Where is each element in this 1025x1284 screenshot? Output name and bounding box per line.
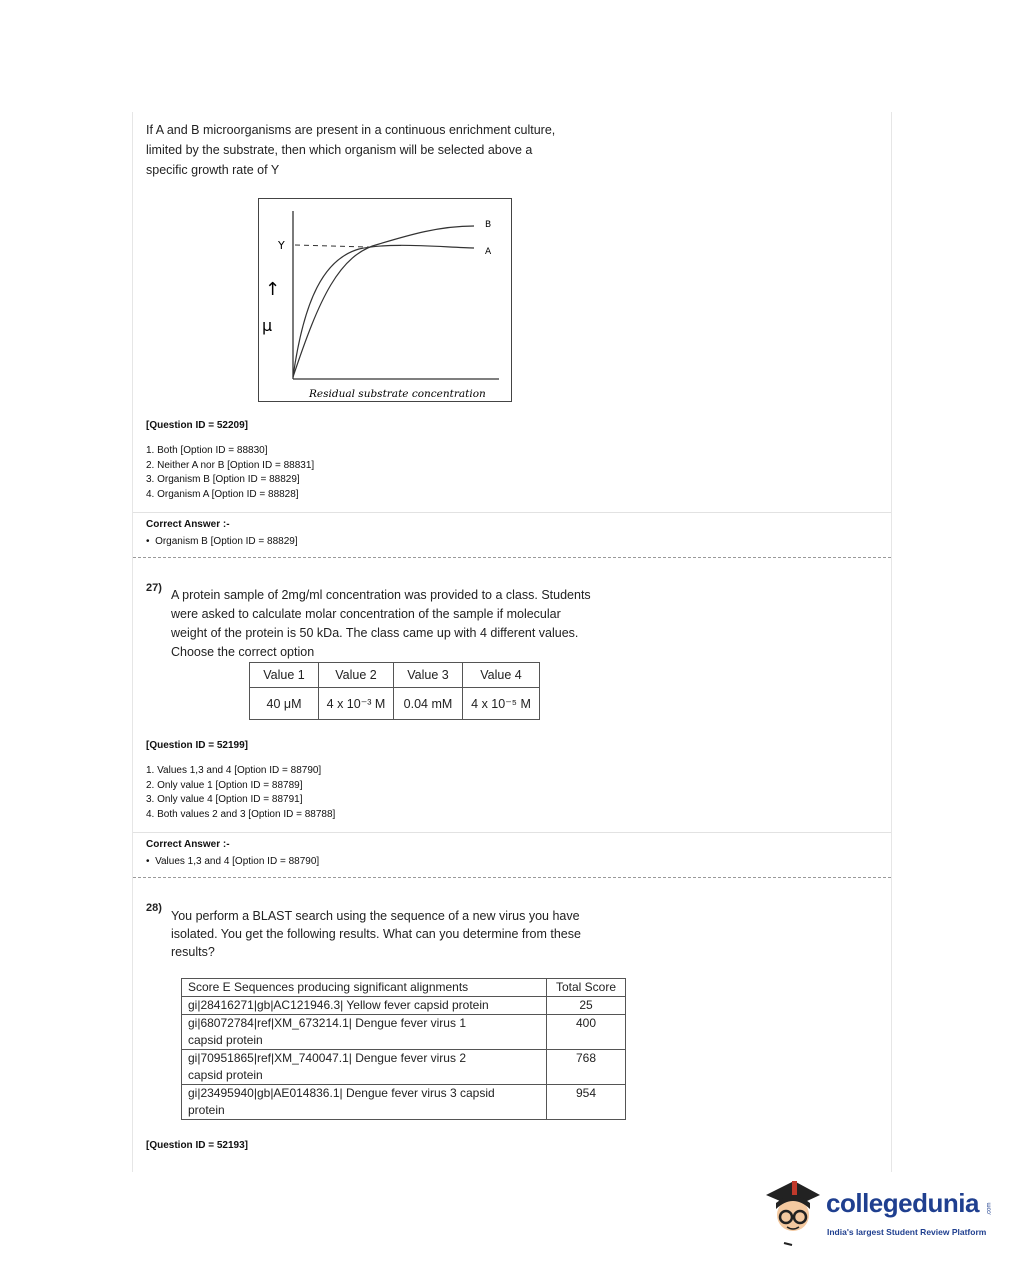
question-separator [133, 877, 891, 878]
option-item: 1. Both [Option ID = 88830] [146, 445, 268, 456]
q27-text-line: were asked to calculate molar concentration of the sample if molecular [171, 607, 561, 621]
sequence-line: capsid protein [188, 1033, 263, 1047]
y-level-dashed-line [295, 245, 369, 247]
q26-correct-label: Correct Answer :- [146, 519, 230, 530]
sequence-line: capsid protein [188, 1068, 263, 1082]
value-header: Value 4 [463, 663, 540, 688]
x-axis-label: Residual substrate concentration [309, 388, 486, 400]
value-cell: 40 μM [250, 688, 319, 720]
arrow-up-icon: ↑ [265, 279, 281, 300]
option-item: 1. Values 1,3 and 4 [Option ID = 88790] [146, 765, 322, 776]
growth-rate-graph [258, 198, 512, 402]
correct-answer-text: Values 1,3 and 4 [Option ID = 88790] [155, 856, 320, 867]
q27-options [146, 764, 335, 822]
table-row [182, 997, 626, 1015]
table-row [182, 1085, 626, 1120]
value-header: Value 2 [319, 663, 394, 688]
value-cell: 4 x 10⁻³ M [319, 688, 394, 720]
table-row [182, 1050, 626, 1085]
option-item: 2. Only value 1 [Option ID = 88789] [146, 779, 303, 791]
option-item: 2. Neither A nor B [Option ID = 88831] [146, 459, 315, 471]
curve-b [293, 226, 474, 377]
brand-name: collegedunia [826, 1188, 979, 1218]
q28-question-id: [Question ID = 52193] [146, 1140, 248, 1151]
label-curve-a: A [485, 247, 492, 257]
q27-number: 27) [146, 582, 162, 594]
q27-correct-label: Correct Answer :- [146, 839, 230, 850]
option-item: 4. Both values 2 and 3 [Option ID = 88788] [146, 808, 336, 820]
table-row [182, 1015, 626, 1050]
blast-score: 954 [547, 1085, 626, 1120]
q26-text-line: specific growth rate of Y [146, 163, 280, 177]
label-y: Y [278, 239, 285, 252]
curve-a [293, 245, 474, 377]
blast-sequence [182, 1085, 547, 1120]
q28-text [171, 907, 581, 961]
page-border-left [132, 112, 133, 1172]
divider [133, 512, 891, 513]
option-item: 4. Organism A [Option ID = 88828] [146, 488, 299, 500]
option-item: 3. Only value 4 [Option ID = 88791] [146, 794, 303, 806]
q27-text-line: Choose the correct option [171, 645, 315, 659]
q26-options [146, 444, 314, 502]
value-cell: 0.04 mM [394, 688, 463, 720]
q27-text-line: weight of the protein is 50 kDa. The class came up with 4 different values. [171, 626, 579, 640]
brand-tagline: India's largest Student Review Platform [827, 1227, 987, 1237]
divider [133, 832, 891, 833]
values-table [249, 662, 540, 720]
mascot-icon [762, 1175, 824, 1250]
blast-header-score: Total Score [547, 979, 626, 997]
blast-sequence [182, 1050, 547, 1085]
growth-rate-plot [259, 199, 511, 401]
blast-sequence [182, 1015, 547, 1050]
q27-question-id: [Question ID = 52199] [146, 740, 248, 751]
label-mu: μ [262, 316, 273, 335]
value-header: Value 1 [250, 663, 319, 688]
q27-text-line: A protein sample of 2mg/ml concentration was provided to a class. Students [171, 588, 591, 602]
q28-text-line: You perform a BLAST search using the sequence of a new virus you have [171, 909, 580, 923]
label-curve-b: B [485, 220, 492, 230]
sequence-line: gi|23495940|gb|AE014836.1| Dengue fever virus 3 capsid [188, 1086, 495, 1100]
sequence-line: protein [188, 1103, 225, 1117]
blast-score: 400 [547, 1015, 626, 1050]
q27-correct-answer: • Values 1,3 and 4 [Option ID = 88790] [146, 856, 320, 867]
q26-text-line: limited by the substrate, then which organism will be selected above a [146, 143, 533, 157]
value-header: Value 3 [394, 663, 463, 688]
q26-text [146, 120, 555, 180]
q27-text [171, 586, 591, 662]
q28-number: 28) [146, 902, 162, 914]
blast-results-table [181, 978, 626, 1120]
blast-header-sequences: Score E Sequences producing significant alignments [182, 979, 547, 997]
blast-score: 25 [547, 997, 626, 1015]
brand-dotcom: .com [986, 1202, 993, 1216]
sequence-line: gi|68072784|ref|XM_673214.1| Dengue fever virus 1 [188, 1016, 466, 1030]
correct-answer-text: Organism B [Option ID = 88829] [155, 536, 298, 547]
blast-sequence [182, 997, 547, 1015]
option-item: 3. Organism B [Option ID = 88829] [146, 474, 300, 486]
page-border-right [891, 112, 892, 1172]
q28-text-line: results? [171, 945, 215, 959]
q26-text-line: If A and B microorganisms are present in a continuous enrichment culture, [146, 123, 556, 137]
question-separator [133, 557, 891, 558]
blast-score: 768 [547, 1050, 626, 1085]
q26-question-id: [Question ID = 52209] [146, 420, 248, 431]
q28-text-line: isolated. You get the following results. What can you determine from these [171, 927, 581, 941]
value-cell: 4 x 10⁻⁵ M [463, 688, 540, 720]
sequence-line: gi|28416271|gb|AC121946.3| Yellow fever capsid protein [188, 998, 489, 1012]
sequence-line: gi|70951865|ref|XM_740047.1| Dengue fever virus 2 [188, 1051, 466, 1065]
q26-correct-answer: • Organism B [Option ID = 88829] [146, 536, 298, 547]
